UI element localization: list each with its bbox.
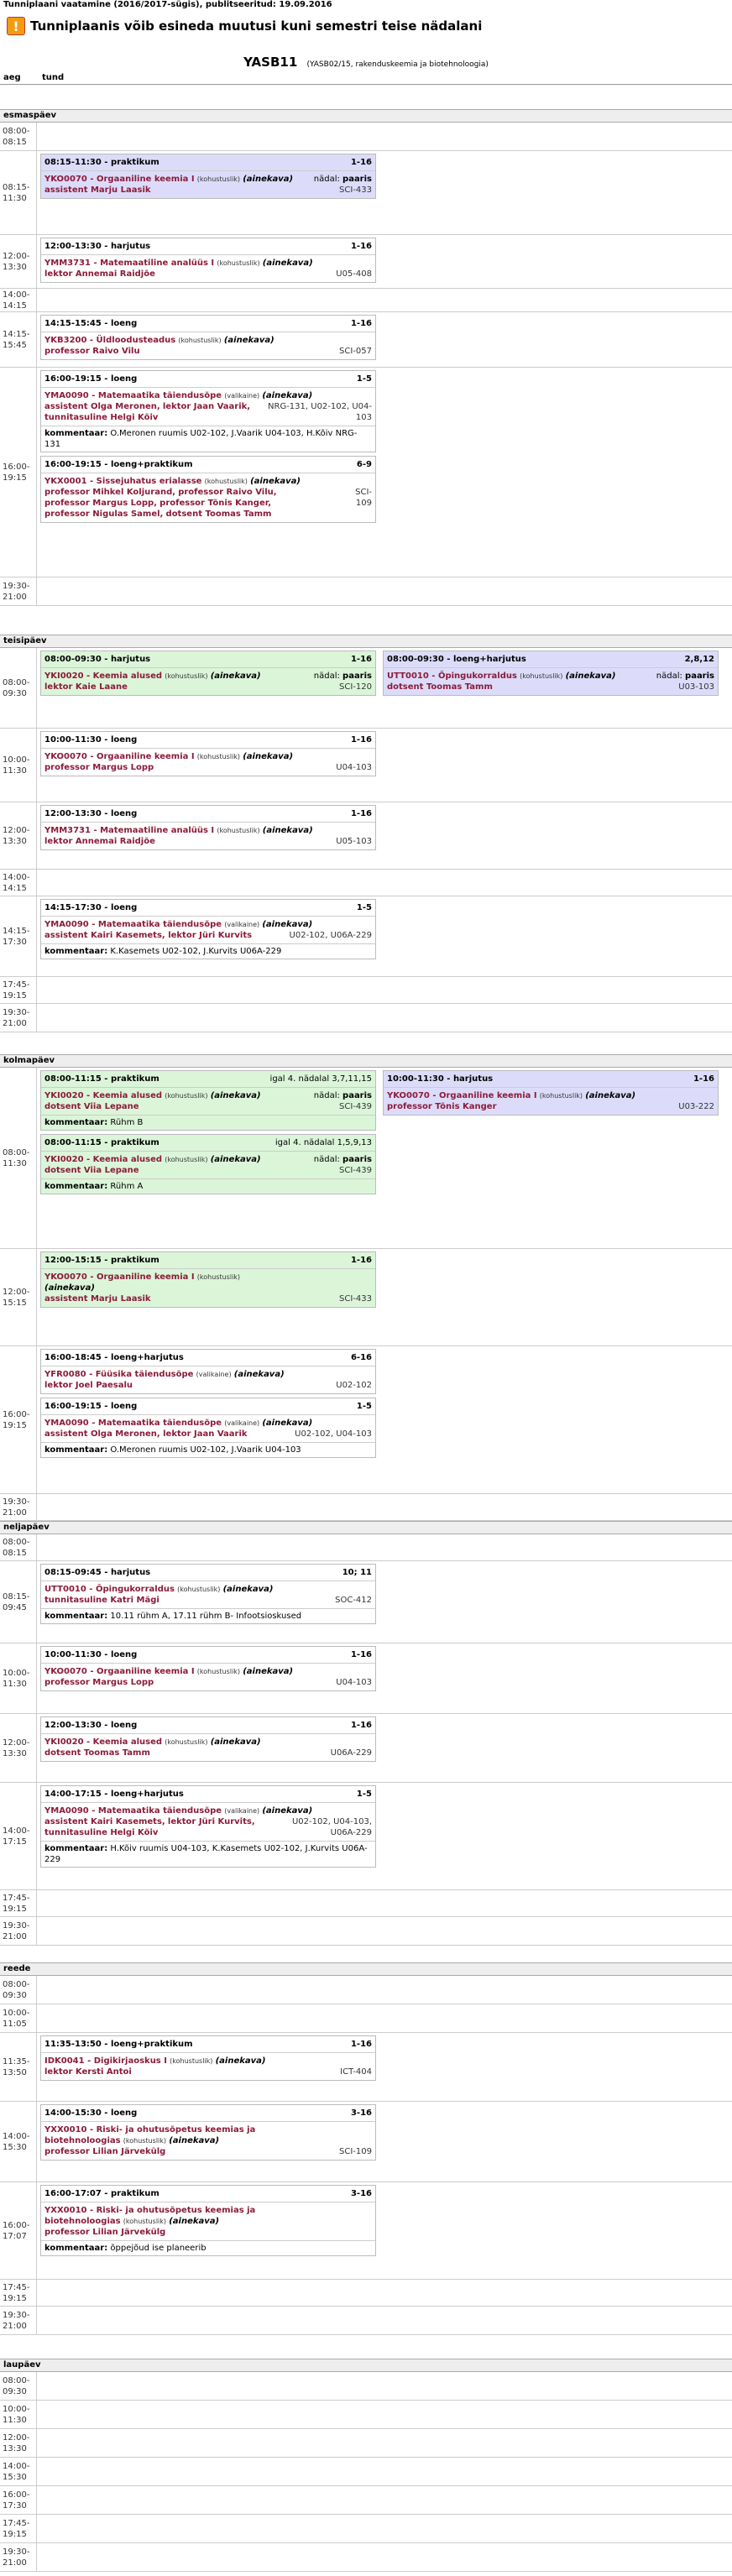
time-row: [0, 2033, 732, 2102]
subject-link[interactable]: YKB3200 - Üldloodusteadus: [44, 336, 176, 345]
event-card[interactable]: 08:00-09:30 - loeng+harjutus 2,8,12 UTT0010 - Õpingukorraldus (kohustuslik) (ainekava) nädal: paaris dotsent Toomas Tamm U03-103: [383, 651, 719, 696]
teacher-link[interactable]: lektor Kaie Laane: [44, 682, 128, 692]
event-card[interactable]: 10:00-11:30 - harjutus 1-16 YKO0070 - Orgaaniline keemia I (kohustuslik) (ainekava) professor Tõnis Kanger U03-222: [383, 1070, 719, 1116]
teacher-link[interactable]: dotsent Viia Lepane: [44, 1166, 139, 1175]
subject-link[interactable]: UTT0010 - Õpingukorraldus: [44, 1585, 175, 1594]
subject-link[interactable]: YMA0090 - Matemaatika täiendusõpe: [44, 920, 222, 929]
time-row: [0, 2401, 732, 2429]
teacher-link[interactable]: professor Tõnis Kanger: [387, 1102, 497, 1111]
subject-link[interactable]: YKI0020 - Keemia alused: [44, 1155, 163, 1164]
teacher-link[interactable]: lektor Kersti Antoi: [44, 2067, 132, 2077]
time-row: [0, 2102, 732, 2182]
time-row: [0, 1917, 732, 1946]
time-label: 19:30-21:00: [0, 1004, 37, 1032]
time-label: 19:30-21:00: [0, 1494, 37, 1520]
time-label: 17:45-19:15: [0, 2280, 37, 2306]
event-card[interactable]: 12:00-15:15 - praktikum 1-16 YKO0070 - Orgaaniline keemia I (kohustuslik) (ainekava) assistent Marju Laasik SCI-433: [40, 1251, 376, 1308]
teacher-link[interactable]: dotsent Viia Lepane: [44, 1102, 139, 1111]
time-row: [0, 1976, 732, 2004]
subject-link[interactable]: YKO0070 - Orgaaniline keemia I: [387, 1091, 537, 1100]
time-label: 16:00-17:07: [0, 2182, 37, 2279]
subject-link[interactable]: YKO0070 - Orgaaniline keemia I: [44, 175, 195, 184]
time-label: 14:15-17:30: [0, 896, 37, 976]
time-label: 08:00-09:30: [0, 1976, 37, 2004]
time-label: 08:00-09:30: [0, 648, 37, 728]
time-label: 08:15-09:45: [0, 1561, 37, 1643]
event-card[interactable]: 12:00-13:30 - loeng 1-16 YMM3731 - Matemaatiline analüüs I (kohustuslik) (ainekava) lektor Annemai Raidjõe U05-103: [40, 805, 376, 850]
time-row: [0, 1346, 732, 1494]
day-header: kolmapäev: [0, 1054, 732, 1068]
time-label: 14:00-14:15: [0, 289, 37, 311]
event-card[interactable]: 16:00-19:15 - loeng 1-5 YMA0090 - Matemaatika täiendusõpe (valikaine) (ainekava) assistent Olga Meronen, lektor Jaan Vaarik, tunnitasuline Helgi Kõiv NRG-131, U02-102, U04-103 kommentaar: O.Meronen ruumis U02-102, J.Vaarik U04-103, H.Kõiv NRG-131: [40, 370, 376, 452]
day-wednesday: [0, 1054, 732, 1521]
event-card[interactable]: 16:00-17:07 - praktikum 3-16 YXX0010 - Riski- ja ohutusõpetus keemias ja biotehnoloogias (kohustuslik) (ainekava) professor Lilian Järvekülg kommentaar: õppejõud ise planeerib: [40, 2185, 376, 2256]
teacher-link[interactable]: professor Raivo Vilu: [44, 347, 140, 356]
time-row: [0, 729, 732, 802]
col-class: tund: [42, 73, 65, 82]
teacher-link[interactable]: lektor Annemai Raidjõe: [44, 837, 155, 846]
time-label: 10:00-11:05: [0, 2004, 37, 2032]
time-label: 19:30-21:00: [0, 2307, 37, 2334]
time-row: [0, 312, 732, 368]
time-label: 10:00-11:30: [0, 2401, 37, 2428]
time-row: [0, 2486, 732, 2515]
time-label: 10:00-11:30: [0, 729, 37, 802]
day-thursday: [0, 1521, 732, 1946]
time-label: 14:00-15:30: [0, 2102, 37, 2182]
time-label: 19:30-21:00: [0, 1917, 37, 1945]
subject-link[interactable]: YMM3731 - Matemaatiline analüüs I: [44, 259, 215, 268]
subject-link[interactable]: YKI0020 - Keemia alused: [44, 1737, 163, 1747]
day-monday: [0, 109, 732, 606]
time-label: 16:00-19:15: [0, 368, 37, 577]
time-row: [0, 1534, 732, 1561]
time-row: [0, 1890, 732, 1917]
teacher-link[interactable]: professor Margus Lopp: [44, 1678, 154, 1687]
time-label: 12:00-13:30: [0, 1714, 37, 1782]
time-row: [0, 1643, 732, 1714]
subject-link[interactable]: YMA0090 - Matemaatika täiendusõpe: [44, 391, 222, 400]
event-card[interactable]: 16:00-18:45 - loeng+harjutus 6-16 YFR0080 - Füüsika täiendusõpe (valikaine) (ainekava) lektor Joel Paesalu U02-102: [40, 1349, 376, 1394]
column-header: [0, 72, 732, 85]
time-label: 17:45-19:15: [0, 977, 37, 1003]
subject-link[interactable]: YKI0020 - Keemia alused: [44, 1091, 163, 1100]
time-label: 14:00-15:30: [0, 2458, 37, 2485]
time-row: [0, 289, 732, 312]
time-row: [0, 2280, 732, 2307]
col-time: aeg: [3, 73, 21, 82]
time-row: [0, 870, 732, 896]
subject-link[interactable]: YKO0070 - Orgaaniline keemia I: [44, 1667, 195, 1676]
subject-link[interactable]: YXX0010 - Riski- ja ohutusõpetus keemias ja: [44, 2206, 256, 2215]
teacher-link[interactable]: lektor Joel Paesalu: [44, 1381, 133, 1390]
warning-box: [0, 13, 732, 39]
time-row: [0, 977, 732, 1004]
time-row: [0, 368, 732, 577]
time-label: 14:00-14:15: [0, 870, 37, 896]
subject-link[interactable]: YKI0020 - Keemia alused: [44, 671, 163, 681]
event-card[interactable]: 08:00-09:30 - harjutus 1-16 YKI0020 - Keemia alused (kohustuslik) (ainekava) nädal: paaris lektor Kaie Laane SCI-120: [40, 651, 376, 696]
teacher-link[interactable]: assistent Marju Laasik: [44, 1294, 151, 1304]
event-card[interactable]: 12:00-13:30 - harjutus 1-16 YMM3731 - Matemaatiline analüüs I (kohustuslik) (ainekava) lektor Annemai Raidjõe U05-408: [40, 238, 376, 283]
day-header: neljapäev: [0, 1521, 732, 1534]
teacher-link[interactable]: professor Margus Lopp: [44, 763, 154, 772]
time-label: 14:00-17:15: [0, 1783, 37, 1889]
time-row: [0, 896, 732, 977]
subject-link[interactable]: UTT0010 - Õpingukorraldus: [387, 671, 517, 681]
teacher-link[interactable]: professor Lilian Järvekülg: [44, 2147, 166, 2156]
subject-link[interactable]: YFR0080 - Füüsika täiendusõpe: [44, 1370, 194, 1379]
time-row: [0, 2004, 732, 2033]
time-row: [0, 1714, 732, 1783]
teacher-link[interactable]: dotsent Toomas Tamm: [387, 682, 493, 692]
time-label: 16:00-17:30: [0, 2486, 37, 2514]
subject-link[interactable]: YKX0001 - Sissejuhatus erialasse: [44, 477, 202, 486]
teacher-link[interactable]: professor Lilian Järvekülg: [44, 2228, 166, 2237]
day-tuesday: [0, 635, 732, 1032]
time-row: [0, 2543, 732, 2572]
subject-link[interactable]: YKO0070 - Orgaaniline keemia I: [44, 1272, 195, 1282]
time-row: [0, 577, 732, 606]
event-card[interactable]: 08:15-09:45 - harjutus 10; 11 UTT0010 - Õpingukorraldus (kohustuslik) (ainekava) tunnitasuline Katri Mägi SOC-412 kommentaar: 10.11 rühm A, 17.11 rühm B- Infootsioskused: [40, 1564, 376, 1624]
time-label: 08:00-08:15: [0, 1534, 37, 1560]
time-label: 12:00-15:15: [0, 1249, 37, 1345]
day-header: teisipäev: [0, 635, 732, 648]
time-row: [0, 1004, 732, 1032]
event-card[interactable]: 08:00-11:15 - praktikum igal 4. nädalal 1,5,9,13 YKI0020 - Keemia alused (kohustuslik) (ainekava) nädal: paaris dotsent Viia Lepane SCI-439 kommentaar: Rühm A: [40, 1134, 376, 1194]
time-row: [0, 2515, 732, 2543]
time-row: [0, 1561, 732, 1643]
time-row: [0, 1068, 732, 1249]
event-card[interactable]: 10:00-11:30 - loeng 1-16 YKO0070 - Orgaaniline keemia I (kohustuslik) (ainekava) professor Margus Lopp U04-103: [40, 1646, 376, 1691]
time-row: [0, 123, 732, 151]
time-row: [0, 1783, 732, 1890]
time-label: 12:00-13:30: [0, 802, 37, 869]
event-card[interactable]: 16:00-19:15 - loeng 1-5 YMA0090 - Matemaatika täiendusõpe (valikaine) (ainekava) assistent Olga Meronen, lektor Jaan Vaarik U02-102, U04-103 kommentaar: O.Meronen ruumis U02-102, J.Vaarik U04-103: [40, 1398, 376, 1458]
time-row: [0, 235, 732, 289]
day-saturday: [0, 2359, 732, 2572]
time-row: [0, 802, 732, 870]
warning-text: Tunniplaanis võib esineda muutusi kuni semestri teise nädalani: [30, 18, 483, 34]
time-row: [0, 2372, 732, 2401]
subject-link[interactable]: YXX0010 - Riski- ja ohutusõpetus keemias ja: [44, 2125, 256, 2134]
day-header: reede: [0, 1962, 732, 1976]
time-row: [0, 2458, 732, 2486]
time-label: 08:00-09:30: [0, 2372, 37, 2400]
teacher-link[interactable]: assistent Kairi Kasemets, lektor Jüri Kurvits: [44, 931, 253, 940]
subject-link[interactable]: YMA0090 - Matemaatika täiendusõpe: [44, 1419, 222, 1428]
event-card[interactable]: 14:15-17:30 - loeng 1-5 YMA0090 - Matemaatika täiendusõpe (valikaine) (ainekava) assistent Kairi Kasemets, lektor Jüri Kurvits U02-102, U06A-229 kommentaar: K.Kasemets U02-102, J.Kurvits U06A-229: [40, 899, 376, 959]
time-label: 10:00-11:30: [0, 1643, 37, 1713]
time-label: 17:45-19:15: [0, 2515, 37, 2542]
subject-link[interactable]: YKO0070 - Orgaaniline keemia I: [44, 752, 195, 761]
day-header: esmaspäev: [0, 109, 732, 123]
group-title: [0, 52, 732, 72]
time-label: 17:45-19:15: [0, 1890, 37, 1916]
time-row: [0, 1249, 732, 1346]
time-label: 19:30-21:00: [0, 2543, 37, 2571]
subject-link[interactable]: YMA0090 - Matemaatika täiendusõpe: [44, 1806, 222, 1816]
subject-link[interactable]: YMM3731 - Matemaatiline analüüs I: [44, 826, 215, 835]
day-friday: [0, 1962, 732, 2335]
time-label: 11:35-13:50: [0, 2033, 37, 2101]
event-card[interactable]: 08:00-11:15 - praktikum igal 4. nädalal 3,7,11,15 YKI0020 - Keemia alused (kohustuslik) (ainekava) nädal: paaris dotsent Viia Lepane SCI-439 kommentaar: Rühm B: [40, 1070, 376, 1131]
time-label: 14:15-15:45: [0, 312, 37, 367]
time-label: 19:30-21:00: [0, 577, 37, 605]
time-row: [0, 2429, 732, 2458]
teacher-link[interactable]: lektor Annemai Raidjõe: [44, 269, 155, 279]
day-header: laupäev: [0, 2359, 732, 2372]
time-row: [0, 1494, 732, 1521]
event-card[interactable]: 14:00-15:30 - loeng 3-16 YXX0010 - Riski- ja ohutusõpetus keemias ja biotehnoloogias (kohustuslik) (ainekava) professor Lilian Järvekülg SCI-109: [40, 2104, 376, 2161]
event-card[interactable]: 14:00-17:15 - loeng+harjutus 1-5 YMA0090 - Matemaatika täiendusõpe (valikaine) (ainekava) assistent Kairi Kasemets, lektor Jüri Kurvits, tunnitasuline Helgi Kõiv U02-102, U04-103, U06A-229 kommentaar: H.Kõiv ruumis U04-103, K.Kasemets U02-102, J.Kurvits U06A-229: [40, 1785, 376, 1868]
time-row: [0, 2182, 732, 2280]
teacher-link[interactable]: assistent Olga Meronen, lektor Jaan Vaarik: [44, 1429, 248, 1439]
event-card[interactable]: 11:35-13:50 - loeng+praktikum 1-16 IDK0041 - Digikirjaoskus I (kohustuslik) (ainekava) lektor Kersti Antoi ICT-404: [40, 2035, 376, 2081]
teacher-link[interactable]: dotsent Toomas Tamm: [44, 1748, 150, 1758]
time-label: 12:00-13:30: [0, 2429, 37, 2457]
time-row: [0, 151, 732, 235]
time-row: [0, 2307, 732, 2335]
event-card[interactable]: 12:00-13:30 - loeng 1-16 YKI0020 - Keemia alused (kohustuslik) (ainekava) dotsent Toomas Tamm U06A-229: [40, 1716, 376, 1762]
event-card[interactable]: 08:15-11:30 - praktikum 1-16 YKO0070 - Orgaaniline keemia I (kohustuslik) (ainekava) nädal: paaris assistent Marju Laasik SCI-433: [40, 154, 376, 199]
event-card[interactable]: 16:00-19:15 - loeng+praktikum 6-9 YKX0001 - Sissejuhatus erialasse (kohustuslik) (ainekava) professor Mihkel Koljurand, professor Raivo Vilu, professor Margus Lopp, professor Tõnis Kanger, professor Nigulas Samel, dotsent Toomas Tamm SCI-109: [40, 456, 376, 523]
time-label: 16:00-19:15: [0, 1346, 37, 1493]
subject-link[interactable]: IDK0041 - Digikirjaoskus I: [44, 2056, 167, 2066]
event-card[interactable]: 10:00-11:30 - loeng 1-16 YKO0070 - Orgaaniline keemia I (kohustuslik) (ainekava) professor Margus Lopp U04-103: [40, 731, 376, 776]
time-row: [0, 648, 732, 729]
teacher-link[interactable]: assistent Marju Laasik: [44, 185, 151, 195]
event-card[interactable]: 14:15-15:45 - loeng 1-16 YKB3200 - Üldloodusteadus (kohustuslik) (ainekava) professor Raivo Vilu SCI-057: [40, 315, 376, 360]
warning-icon: !: [7, 17, 25, 35]
time-label: 08:00-08:15: [0, 123, 37, 150]
group-subtitle: (YASB02/15, rakenduskeemia ja biotehnoloogia): [306, 60, 489, 69]
teacher-link[interactable]: tunnitasuline Katri Mägi: [44, 1596, 159, 1605]
time-label: 08:00-11:30: [0, 1068, 37, 1248]
group-name: YASB11: [243, 55, 298, 70]
time-label: 12:00-13:30: [0, 235, 37, 288]
time-label: 08:15-11:30: [0, 151, 37, 234]
page-top-line: Tunniplaani vaatamine (2016/2017-sügis), publitseeritud: 19.09.2016: [3, 0, 332, 9]
